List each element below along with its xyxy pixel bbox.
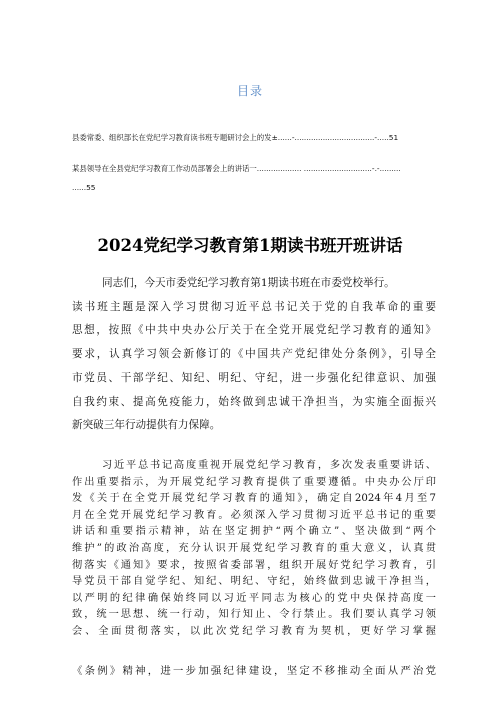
paragraph-line: 作出重要指示，为开展党纪学习教育提供了重要遵循。中央办公厅印 — [72, 476, 436, 488]
paragraph-2 — [72, 458, 436, 641]
paragraph-line: 读书班主题是深入学习贯彻习近平总书记关于党的自我革命的重要 — [72, 300, 436, 313]
toc-entry-title: 县委常委、组织部长在党纪学习教育读书班专题研讨会上的发 — [72, 133, 272, 142]
toc-heading: 目录 — [236, 84, 263, 98]
paragraph-1 — [72, 272, 436, 438]
toc-entry[interactable] — [72, 159, 434, 197]
paragraph-line: 讲话和重要指示精神，站在坚定拥护“两个确立”、坚决做到“两个 — [72, 526, 436, 538]
paragraph-line: 新突破三年行动提供有力保障。 — [72, 419, 221, 432]
toc-entry[interactable] — [72, 132, 434, 143]
toc-entry-title: 某县领导在全县党纪学习教育工作动员部署会上的讲话一 — [72, 164, 257, 173]
paragraph-line: 市党员、干部学纪、知纪、明纪、守纪，进一步强化纪律意识、加强 — [72, 371, 436, 384]
document-title: 2024党纪学习教育第1期读书班开班讲话 — [97, 236, 403, 255]
paragraph-line: 致，统一思想、统一行动，知行知止、令行禁止。我们要认真学习领 — [72, 609, 436, 621]
toc-entry-page: ......55 — [72, 183, 96, 192]
toc-entry-leader: ................... .............................-.-......... — [256, 164, 401, 173]
paragraph-line: 同志们，今天市委党纪学习教育第1期读书班在市委党校举行。 — [102, 277, 395, 289]
paragraph-line: 会、全面贯彻落实，以此次党纪学习教育为契机，更好学习掌握 — [72, 625, 436, 637]
paragraph-line: 以严明的纪律确保始终同以习近平同志为核心的党中央保持高度一 — [72, 592, 436, 604]
paragraph-line: 思想，按照《中共中央办公厅关于在全党开展党纪学习教育的通知》 — [72, 324, 436, 337]
paragraph-line: 彻落实《通知》要求，按照省委部署，组织开展好党纪学习教育，引 — [72, 559, 436, 571]
paragraph-line: 导党员干部自觉学纪、知纪、明纪、守纪，始终做到忠诚干净担当， — [72, 576, 436, 588]
paragraph-line: 发《关于在全党开展党纪学习教育的通知》，确定自2024年4月至7 — [72, 493, 436, 505]
toc-entry-leader: ±......-..................................-.....51 — [271, 133, 399, 142]
paragraph-line: 习近平总书记高度重视开展党纪学习教育，多次发表重要讲话、 — [102, 460, 436, 471]
paragraph-line: 维护”的政治高度，充分认识开展党纪学习教育的重大意义，认真贯 — [72, 542, 436, 554]
paragraph-line: 要求，认真学习领会新修订的《中国共产党纪律处分条例》，引导全 — [72, 348, 436, 361]
paragraph-line: 自我约束、提高免疫能力，始终做到忠诚干净担当，为实施全面振兴 — [72, 395, 436, 408]
paragraph-3 — [72, 662, 436, 677]
paragraph-line: 月在全党开展党纪学习教育。必须深入学习贯彻习近平总书记的重要 — [72, 509, 436, 521]
paragraph-line: 《条例》精神，进一步加强纪律建设，坚定不移推动全面从严治党 — [72, 665, 436, 677]
